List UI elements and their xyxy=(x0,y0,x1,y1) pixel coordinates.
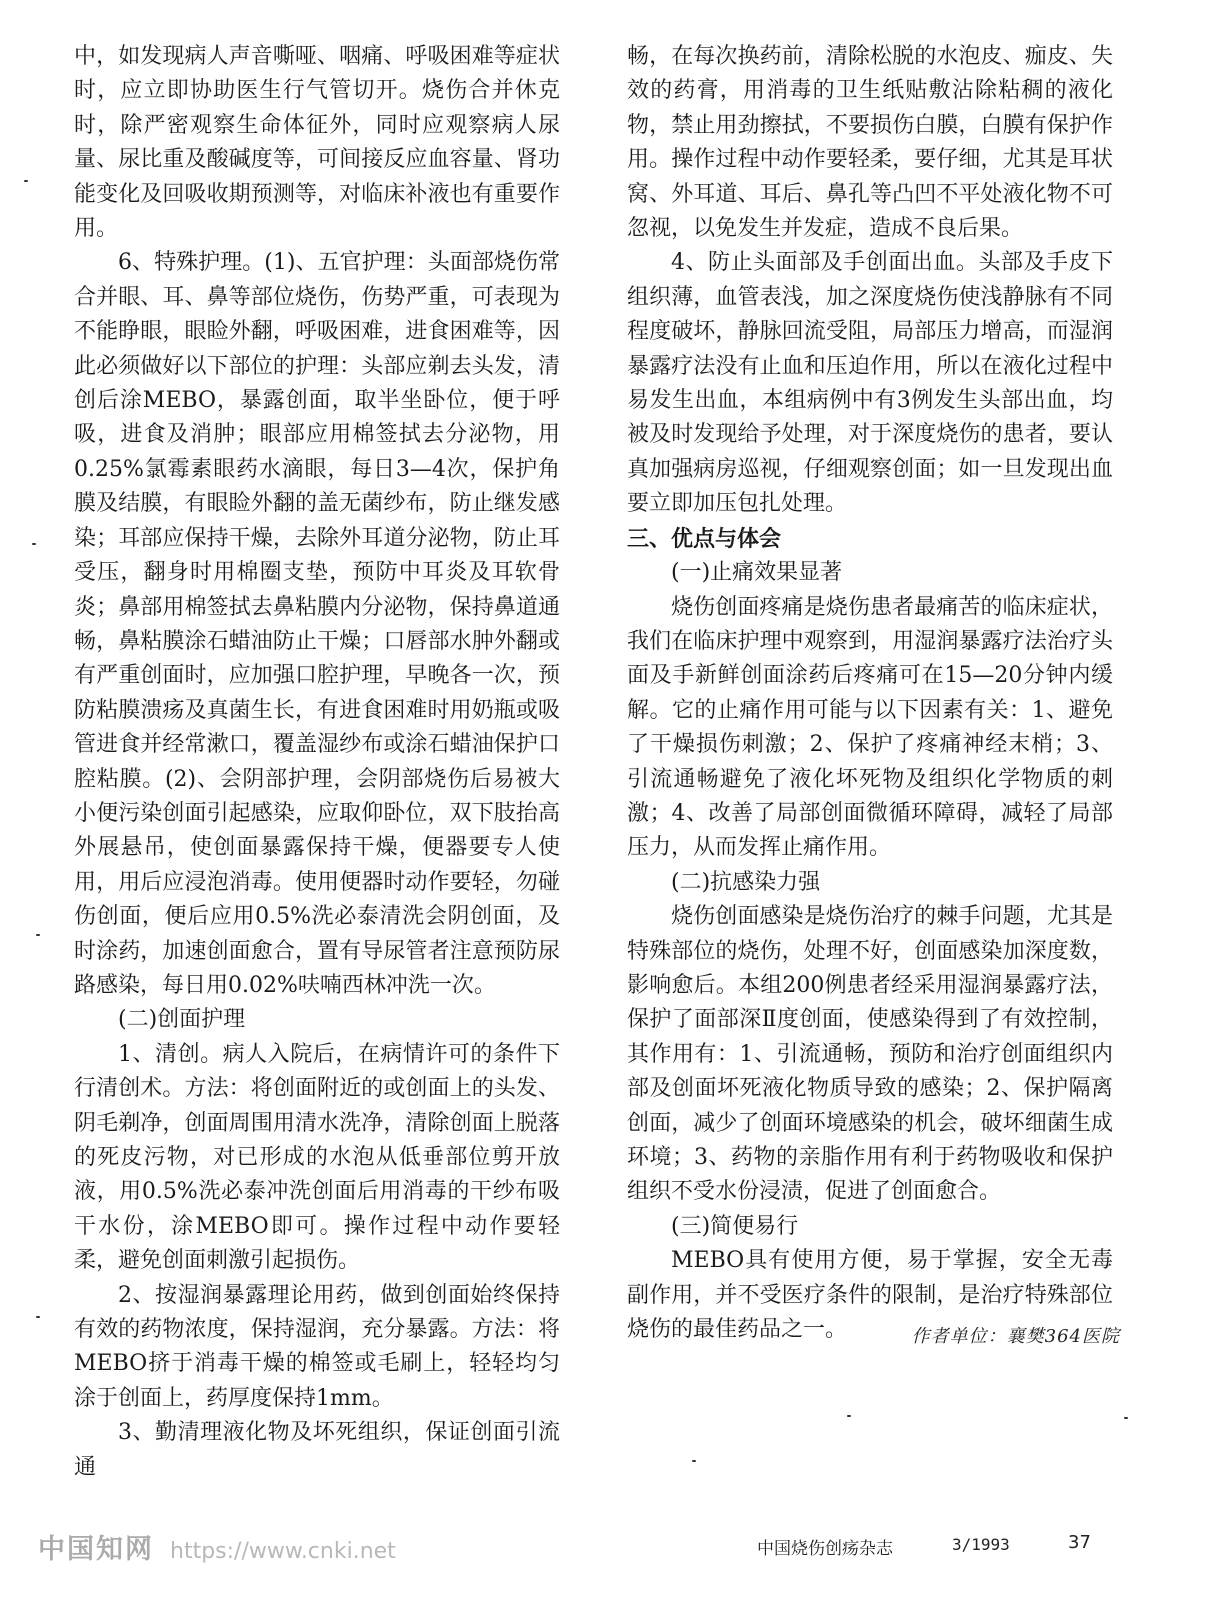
subsection-heading: (一)止痛效果显著 xyxy=(671,560,843,586)
paragraph: 中，如发现病人声音嘶哑、咽痛、呼吸困难等症状时，应立即协助医生行气管切开。烧伤合并休克时，除严密观察生命体征外，同时应观察病人尿量、尿比重及酸碱度等，可间接反应血容量、肾功能变化及回吸收期预测等，对临床补液也有重要作用。 xyxy=(74,44,560,242)
paragraph: 2、按湿润暴露理论用药，做到创面始终保持有效的药物浓度，保持湿润，充分暴露。方法：将MEBO挤于消毒干燥的棉签或毛刷上，轻轻均匀涂于创面上，药厚度保持1mm。 xyxy=(74,1282,560,1411)
scan-speck xyxy=(692,1460,696,1462)
scan-speck xyxy=(36,1316,40,1318)
watermark-url: https://www.cnki.net xyxy=(170,1539,396,1564)
right-column xyxy=(627,40,1113,1347)
scan-speck xyxy=(32,543,36,545)
paragraph: 1、清创。病人入院后，在病情许可的条件下行清创术。方法：将创面附近的或创面上的头发、阴毛剃净，创面周围用清水洗净，清除创面上脱落的死皮污物，对已形成的水泡从低垂部位剪开放液，用0.5%洗必泰冲洗创面后用消毒的干纱布吸干水份，涂MEBO即可。操作过程中动作要轻柔，避免创面刺激引起损伤。 xyxy=(74,1041,560,1274)
author-affiliation: 作者单位：襄樊364医院 xyxy=(911,1326,1120,1347)
scan-speck xyxy=(1124,1417,1128,1419)
subsection-heading: (二)抗感染力强 xyxy=(671,869,821,895)
watermark-cnki-logo-text: 中国知网 xyxy=(38,1534,154,1565)
section-heading: 三、优点与体会 xyxy=(627,525,782,552)
journal-name: 中国烧伤创疡杂志 xyxy=(757,1539,893,1559)
journal-issue: 3/1993 xyxy=(952,1535,1010,1554)
paragraph: 3、勤清理液化物及坏死组织，保证创面引流通 xyxy=(74,1420,560,1480)
paragraph: 6、特殊护理。(1)、五官护理：头面部烧伤常合并眼、耳、鼻等部位烧伤，伤势严重，可表现为不能睁眼，眼睑外翻，呼吸困难，进食困难等，因此必须做好以下部位的护理：头部应剃去头发，清创后涂MEBO，暴露创面，取半坐卧位，便于呼吸，进食及消肿；眼部应用棉签拭去分泌物，用0.25%氯霉素眼药水滴眼，每日3—4次，保护角膜及结膜，有眼睑外翻的盖无菌纱布，防止继发感染；耳部应保持干燥，去除外耳道分泌物，防止耳受压，翻身时用棉圈支垫，预防中耳炎及耳软骨炎；鼻部用棉签拭去鼻粘膜内分泌物，保持鼻道通畅，鼻粘膜涂石蜡油防止干燥；口唇部水肿外翻或有严重创面时，应加强口腔护理，早晚各一次，预防粘膜溃疡及真菌生长，有进食困难时用奶瓶或吸管进食并经常漱口，覆盖湿纱布或涂石蜡油保护口腔粘膜。(2)、会阴部护理，会阴部烧伤后易被大小便污染创面引起感染，应取仰卧位，双下肢抬高外展悬吊，使创面暴露保持干燥，便器要专人使用，用后应浸泡消毒。使用便器时动作要轻，勿碰伤创面，便后应用0.5%洗必泰清洗会阴创面，及时涂药，加速创面愈合，置有导尿管者注意预防尿路感染，每日用0.02%呋喃西林冲洗一次。 xyxy=(74,250,560,998)
subsection-heading: (二)创面护理 xyxy=(118,1007,246,1033)
scan-speck xyxy=(36,934,40,936)
page-number: 37 xyxy=(1068,1532,1091,1553)
paragraph: 4、防止头面部及手创面出血。头部及手皮下组织薄，血管表浅，加之深度烧伤使浅静脉有不同程度破坏，静脉回流受阻，局部压力增高，而湿润暴露疗法没有止血和压迫作用，所以在液化过程中易发生出血，本组病例中有3例发生头部出血，均被及时发现给予处理，对于深度烧伤的患者，要认真加强病房巡视，仔细观察创面；如一旦发现出血要立即加压包扎处理。 xyxy=(627,250,1113,517)
paragraph: MEBO具有使用方便，易于掌握，安全无毒副作用，并不受医疗条件的限制，是治疗特殊部位烧伤的最佳药品之一。 xyxy=(627,1248,1113,1343)
scan-speck xyxy=(847,1415,851,1417)
left-column xyxy=(74,40,560,1485)
subsection-heading: (三)简便易行 xyxy=(671,1213,799,1239)
paragraph: 烧伤创面感染是烧伤治疗的棘手问题，尤其是特殊部位的烧伤，处理不好，创面感染加深度数，影响愈后。本组200例患者经采用湿润暴露疗法，保护了面部深Ⅱ度创面，使感染得到了有效控制，其作用有：1、引流通畅，预防和治疗创面组织内部及创面坏死液化物质导致的感染；2、保护隔离创面，减少了创面环境感染的机会，破坏细菌生成环境；3、药物的亲脂作用有利于药物吸收和保护组织不受水份浸渍，促进了创面愈合。 xyxy=(627,904,1113,1205)
scan-speck xyxy=(24,180,28,182)
paragraph: 烧伤创面疼痛是烧伤患者最痛苦的临床症状，我们在临床护理中观察到，用湿润暴露疗法治疗头面及手新鲜创面涂药后疼痛可在15—20分钟内缓解。它的止痛作用可能与以下因素有关：1、避免了干燥损伤刺激；2、保护了疼痛神经末梢；3、引流通畅避免了液化坏死物及组织化学物质的刺激；4、改善了局部创面微循环障碍，减轻了局部压力，从而发挥止痛作用。 xyxy=(627,594,1113,861)
paragraph: 畅，在每次换药前，清除松脱的水泡皮、痂皮、失效的药膏，用消毒的卫生纸贴敷沾除粘稠的液化物，禁止用劲擦拭，不要损伤白膜，白膜有保护作用。操作过程中动作要轻柔，要仔细，尤其是耳状窝、外耳道、耳后、鼻孔等凸凹不平处液化物不可忽视，以免发生并发症，造成不良后果。 xyxy=(627,44,1113,242)
cnki-watermark xyxy=(38,1527,396,1566)
